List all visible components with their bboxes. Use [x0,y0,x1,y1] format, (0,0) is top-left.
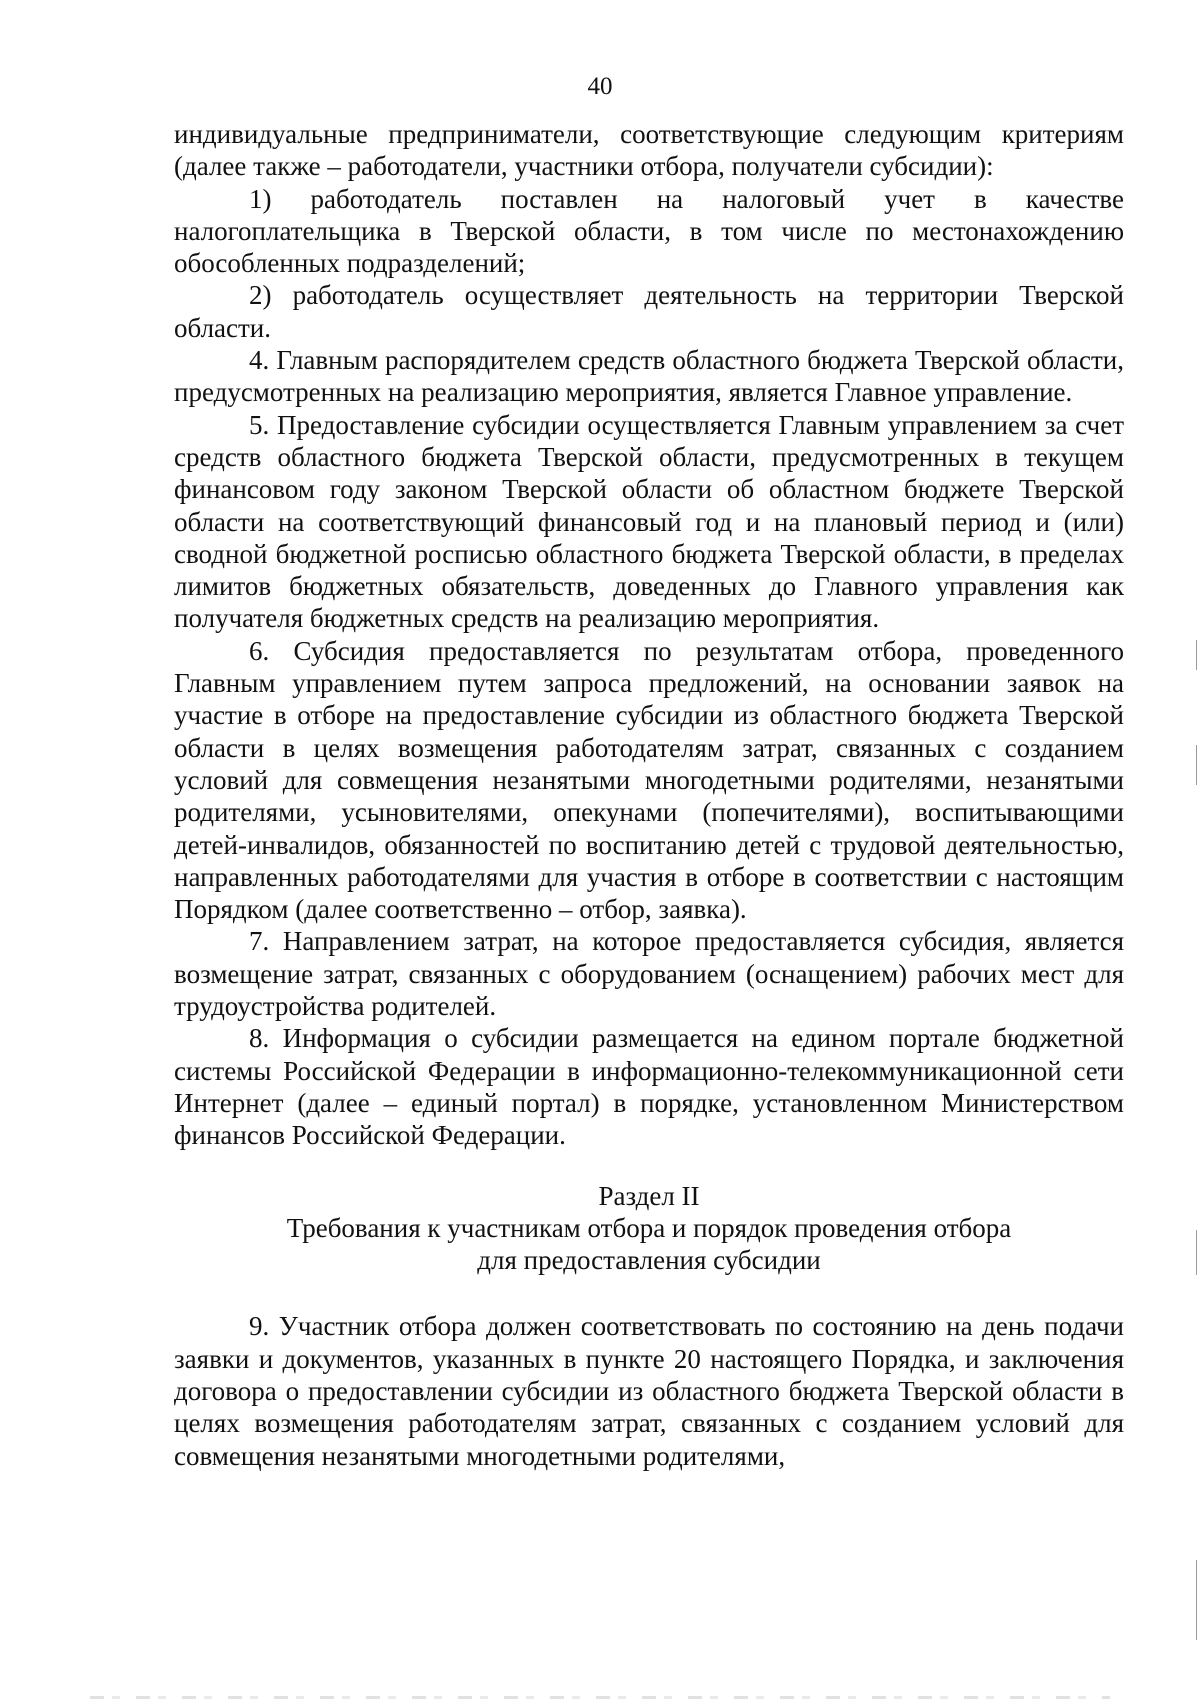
section-subtitle-line-2: для предоставления субсидии [477,1245,821,1276]
section-title: Раздел II [598,1180,700,1211]
page-number: 40 [587,73,613,100]
section-heading [174,1180,1124,1277]
scan-bottom-edge [90,1696,1110,1699]
document-body [174,118,1124,1472]
scan-margin-mark [1196,1560,1197,1640]
paragraph-item-7: 7. Направлением затрат, на которое предоставляется субсидия, является возмещение затрат, связанных с оборудованием (оснащением) рабочих мест для трудоустройства родителей. [174,926,1124,1022]
scan-margin-mark [1196,640,1197,670]
paragraph-item-5: 5. Предоставление субсидии осуществляется Главным управлением за счет средств областного бюджета Тверской области, предусмотренных в текущем финансовом году законом Тверской области об областном бюджете Тверской области на соответствующий финансовый год и на плановый период и (или) сводной бюджетной росписью областного бюджета Тверской области, в пределах лимитов бюджетных обязательств, доведенных до Главного управления как получателя бюджетных средств на реализацию мероприятия. [174,409,1124,634]
paragraph-item-6: 6. Субсидия предоставляется по результатам отбора, проведенного Главным управлением путем запроса предложений, на основании заявок на участие в отборе на предоставление субсидии из областного бюджета Тверской области в целях возмещения работодателям затрат, связанных с созданием условий для совмещения незанятыми многодетными родителями, незанятыми родителями, усыновителями, опекунами (попечителями), воспитывающими детей-инвалидов, обязанностей по воспитанию детей с трудовой деятельностью, направленных работодателями для участия в отборе в соответствии с настоящим Порядком (далее соответственно – отбор, заявка). [174,635,1124,925]
paragraph-item-8: 8. Информация о субсидии размещается на едином портале бюджетной системы Российской Федерации в информационно-телекоммуникационной сети Интернет (далее – единый портал) в порядке, установленном Министерством финансов Российской Федерации. [174,1023,1124,1151]
section-subtitle-line-1: Требования к участникам отбора и порядок проведения отбора [286,1212,1012,1243]
paragraph-criterion-2: 2) работодатель осуществляет деятельность на территории Тверской области. [174,280,1124,343]
paragraph-item-4: 4. Главным распорядителем средств областного бюджета Тверской области, предусмотренных на реализацию мероприятия, является Главное управление. [174,345,1124,408]
scan-margin-mark [1196,1230,1197,1275]
paragraph-criterion-1: 1) работодатель поставлен на налоговый учет в качестве налогоплательщика в Тверской области, в том числе по местонахождению обособленных подразделений; [174,183,1124,279]
scan-margin-mark [1196,745,1197,785]
paragraph-item-9: 9. Участник отбора должен соответствовать по состоянию на день подачи заявки и документов, указанных в пункте 20 настоящего Порядка, и заключения договора о предоставлении субсидии из областного бюджета Тверской области в целях возмещения работодателям затрат, связанных с созданием условий для совмещения незанятыми многодетными родителями, [174,1311,1124,1471]
paragraph-intro-continuation: индивидуальные предприниматели, соответствующие следующим критериям (далее также – работодатели, участники отбора, получатели субсидии): [174,119,1124,182]
